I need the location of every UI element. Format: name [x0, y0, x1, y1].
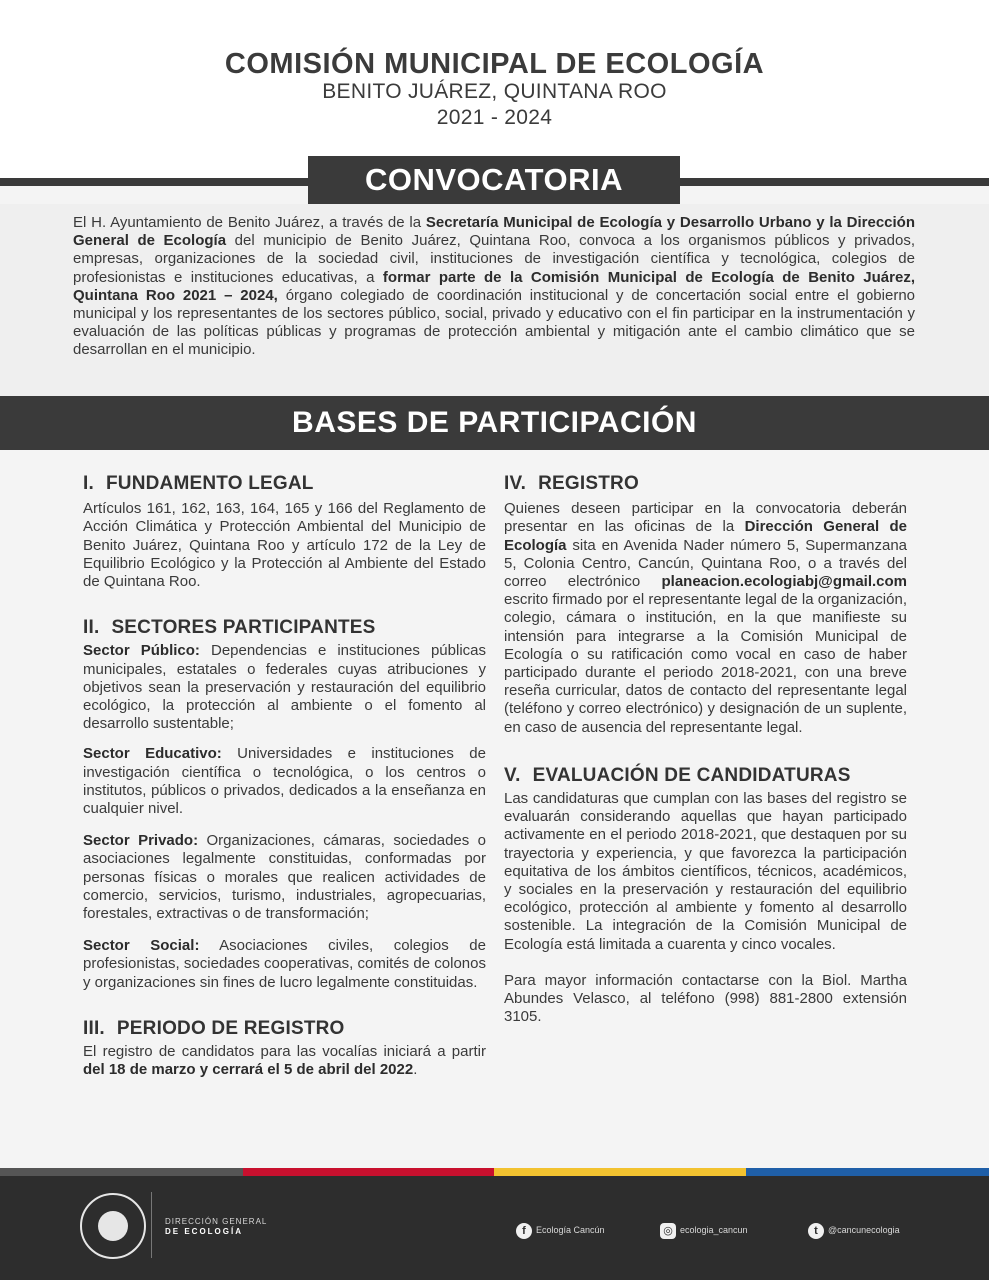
intro-paragraph: El H. Ayuntamiento de Benito Juárez, a través de la Secretaría Municipal de Ecología y Desarrollo Urbano y la Dirección General de Ecología del municipio de Benito Juárez, Quintana Roo, convoca a los organismos públicos y privados, empresas, organizaciones de la sociedad civil, instituciones de investigación científica y tecnológica, colegios de profesionistas e instituciones educativas, a formar parte de la Comisión Municipal de Ecología de Benito Juárez, Quintana Roo 2021 – 2024, órgano colegiado de coordinación institucional y de concertación social entre el gobierno municipal y los representantes de los sectores público, social, privado y educativo con el fin participar en la instrumentación y evaluación de las políticas públicas y programas de protección ambiental y mitigación ante el cambio climático que se desarrollan en el municipio.	[73, 214, 915, 359]
instagram-icon: ◎	[660, 1223, 676, 1239]
section-heading-fundamento: I. FUNDAMENTO LEGAL	[83, 473, 314, 494]
section-heading-evaluacion: V. EVALUACIÓN DE CANDIDATURAS	[504, 764, 851, 786]
seal-emblem-icon	[98, 1211, 128, 1241]
stripe-yellow	[494, 1168, 746, 1176]
facebook-link[interactable]: f Ecología Cancún	[516, 1221, 605, 1239]
municipal-seal-logo	[80, 1193, 146, 1259]
left-column	[83, 475, 486, 1079]
convocatoria-heading: CONVOCATORIA	[308, 156, 680, 204]
sector-educativo: Sector Educativo: Universidades e instituciones de investigación científica o tecnológica, o los centros o institutos, públicos o privados, dedicados a la enseñanza en cualquier nivel.	[83, 745, 486, 818]
direccion-label-line1: DIRECCIÓN GENERAL	[165, 1217, 268, 1226]
periodo-text: El registro de candidatos para las vocalías iniciará a partir del 18 de marzo y cerrará el 5 de abril del 2022.	[83, 1043, 486, 1079]
evaluacion-text: Las candidaturas que cumplan con las bases del registro se evaluarán considerando aquellas que hayan participado activamente en el periodo 2018-2021, que destaquen por su trayectoria y experiencia, y que favorezca la participación equitativa de los ámbitos científicos, técnicos, académicos, y sociales en la preservación y restauración del equilibrio ecológico, protección al ambiente y fomento al desarrollo sostenible. La integración de la Comisión Municipal de Ecología está limitada a cuarenta y cinco vocales.	[504, 790, 907, 953]
sector-social: Sector Social: Asociaciones civiles, colegios de profesionistas, sociedades cooperativas, comités de colonos y organizaciones sin fines de lucro legalmente constituidas.	[83, 937, 486, 991]
contact-info: Para mayor información contactarse con la Biol. Martha Abundes Velasco, al teléfono (998) 881-2800 extensión 3105.	[504, 971, 907, 1026]
sector-privado: Sector Privado: Organizaciones, cámaras, sociedades o asociaciones legalmente constituidas, conformadas por personas físicas o morales que realicen actividades de comercio, servicios, turismo, industriales, agropecuarias, forestales, extractivas o de transformación;	[83, 832, 486, 923]
section-heading-periodo: III. PERIODO DE REGISTRO	[83, 1017, 345, 1039]
section-heading-sectores: II. SECTORES PARTICIPANTES	[83, 617, 376, 639]
facebook-icon: f	[516, 1223, 532, 1239]
location-subtitle: BENITO JUÁREZ, QUINTANA ROO	[322, 80, 667, 103]
page-title: COMISIÓN MUNICIPAL DE ECOLOGÍA	[224, 48, 765, 80]
direccion-label-line2: DE ECOLOGÍA	[165, 1227, 244, 1236]
right-column	[504, 475, 907, 1026]
fundamento-text: Artículos 161, 162, 163, 164, 165 y 166 del Reglamento de Acción Climática y Protección Ambiental del Municipio de Benito Juárez, Quintana Roo y artículo 172 de la Ley de Equilibrio Ecológico y la Protección al Ambiente del Estado de Quintana Roo.	[83, 500, 486, 591]
stripe-red	[243, 1168, 494, 1176]
twitter-icon: t	[808, 1223, 824, 1239]
instagram-link[interactable]: ◎ ecologia_cancun	[660, 1221, 748, 1239]
period-subtitle: 2021 - 2024	[436, 106, 553, 129]
contact-email: planeacion.ecologiabj@gmail.com	[661, 573, 907, 591]
twitter-link[interactable]: t @cancunecologia	[808, 1221, 900, 1239]
stripe-blue	[746, 1168, 989, 1176]
sector-publico: Sector Público: Dependencias e instituciones públicas municipales, estatales o federales cuyas atribuciones y objetivos sean la preservación y restauración del equilibrio ecológico, la protección al ambiente o el fomento al desarrollo sustentable;	[83, 642, 486, 733]
footer-divider	[151, 1192, 152, 1258]
bases-heading: BASES DE PARTICIPACIÓN	[0, 396, 989, 450]
section-heading-registro: IV. REGISTRO	[504, 473, 639, 494]
stripe-gray	[0, 1168, 243, 1176]
registro-text: Quienes deseen participar en la convocatoria deberán presentar en las oficinas de la Dirección General de Ecología sita en Avenida Nader número 5, Supermanzana 5, Colonia Centro, Cancún, Quintana Roo, o a través del correo electrónico planeacion.ecologiabj@gmail.com escrito firmado por el representante legal de la organización, colegio, cámara o institución, en la que manifieste su intensión para integrarse a la Comisión Municipal de Ecología o su ratificación como vocal en caso de haber participado durante el periodo 2018-2021, con una breve reseña curricular, datos de contacto del representante legal (teléfono y correo electrónico) y designación de un suplente, en caso de ausencia del representante legal.	[504, 500, 908, 736]
